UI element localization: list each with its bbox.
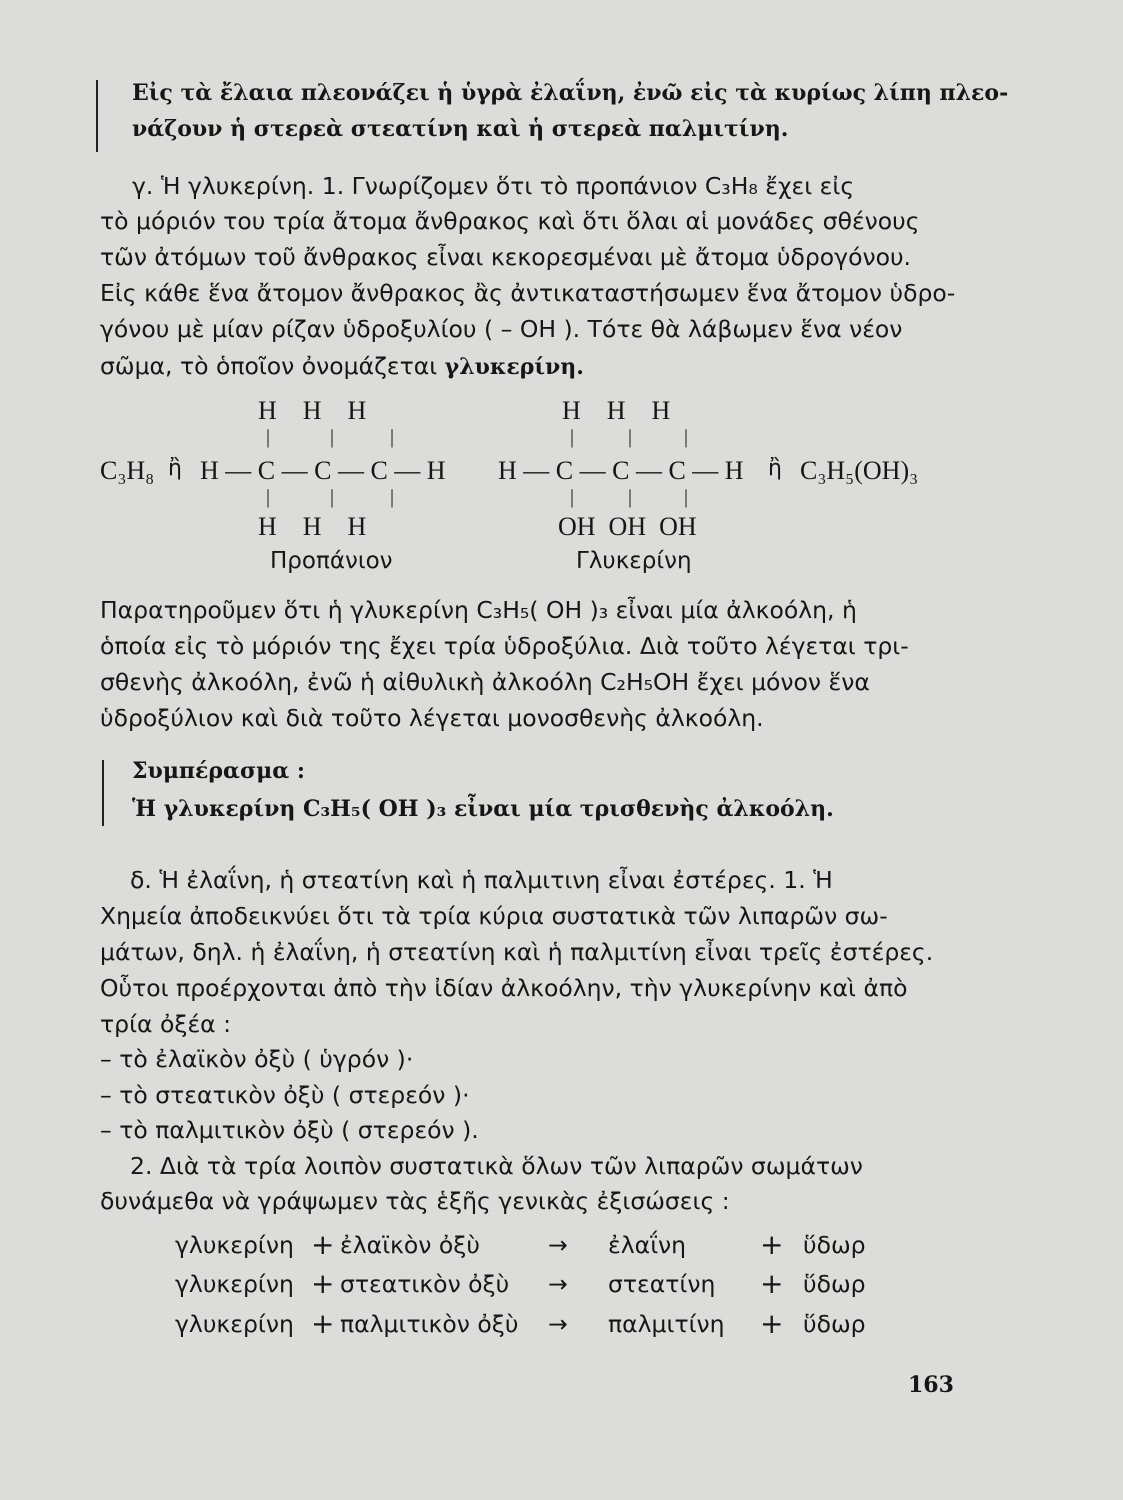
observation-line-2: ὁποία εἰς τὸ μόριόν της ἔχει τρία ὑδροξύλια. Διὰ τοῦτο λέγεται τρι- — [100, 632, 909, 660]
section-d-line-10: δυνάμεθα νὰ γράψωμεν τὰς ἑξῆς γενικὰς ἐξισώσεις : — [100, 1187, 730, 1215]
section-g-line-4: Εἰς κάθε ἕνα ἄτομον ἄνθρακος ἂς ἀντικαταστήσωμεν ἕνα ἄτομον ὑδρο- — [100, 279, 956, 307]
eq2-plus2: + — [760, 1267, 784, 1300]
eq1-product: ἐλαΐνη — [608, 1231, 687, 1259]
glycerin-bond-4: | — [570, 486, 575, 508]
acid-item-2: – τὸ στεατικὸν ὀξὺ ( στερεόν )· — [100, 1081, 470, 1109]
observation-line-3: σθενὴς ἀλκοόλη, ἐνῶ ἡ αἰθυλικὴ ἀλκοόλη C₂H₅OH ἔχει μόνον ἕνα — [100, 668, 870, 696]
section-d-line-1: δ. Ἡ ἐλαΐνη, ἡ στεατίνη καὶ ἡ παλμιτινη εἶναι ἐστέρες. 1. Ἡ — [130, 866, 833, 894]
propane-top-h: H H H — [258, 396, 367, 425]
glycerin-bond-6: | — [684, 486, 689, 508]
eq1-arrow: → — [548, 1231, 568, 1259]
eq3-plus1: + — [311, 1307, 335, 1340]
eq2-plus1: + — [311, 1267, 335, 1300]
section-g-line-3: τῶν ἀτόμων τοῦ ἄνθρακος εἶναι κεκορεσμέναι μὲ ἄτομα ὑδρογόνου. — [100, 243, 912, 271]
eq1-reactant1: γλυκερίνη — [175, 1231, 294, 1259]
top-note-line-2: νάζουν ἡ στερεὰ στεατίνη καὶ ἡ στερεὰ παλμιτίνη. — [132, 116, 789, 142]
or-2: ἢ — [768, 456, 782, 481]
propane-bond-4: | — [266, 486, 271, 508]
glycerin-bond-3: | — [684, 426, 689, 448]
eq1-reactant2: ἐλαϊκὸν ὀξὺ — [340, 1231, 480, 1259]
propane-bond-6: | — [390, 486, 395, 508]
propane-bottom-h: H H H — [258, 512, 367, 541]
propane-label: Προπάνιον — [270, 548, 393, 574]
glycerin-top-h: H H H — [562, 396, 671, 425]
section-g-line-6 — [100, 352, 584, 380]
propane-bond-2: | — [330, 426, 335, 448]
eq2-reactant1: γλυκερίνη — [175, 1270, 294, 1298]
margin-bar-conclusion — [102, 760, 104, 826]
propane-bond-1: | — [266, 426, 271, 448]
section-g-line-1: γ. Ἡ γλυκερίνη. 1. Γνωρίζομεν ὅτι τὸ προπάνιον C₃H₈ ἔχει εἰς — [132, 172, 855, 200]
section-d-line-9: 2. Διὰ τὰ τρία λοιπὸν συστατικὰ ὅλων τῶν λιπαρῶν σωμάτων — [130, 1152, 863, 1180]
glycerin-term: γλυκερίνη. — [444, 354, 584, 380]
eq1-plus2: + — [760, 1228, 784, 1261]
propane-bond-5: | — [330, 486, 335, 508]
section-g-line-6-text: σῶμα, τὸ ὁποῖον ὀνομάζεται — [100, 352, 438, 380]
acid-item-3: – τὸ παλμιτικὸν ὀξὺ ( στερεόν ). — [100, 1116, 479, 1144]
section-d-line-4: Οὗτοι προέρχονται ἀπὸ τὴν ἰδίαν ἀλκοόλην, τὴν γλυκερίνην καὶ ἀπὸ — [100, 974, 908, 1002]
acid-item-1: – τὸ ἐλαϊκὸν ὀξὺ ( ὑγρόν )· — [100, 1045, 414, 1073]
observation-line-1: Παρατηροῦμεν ὅτι ἡ γλυκερίνη C₃H₅( OH )₃ εἶναι μία ἀλκοόλη, ἡ — [100, 596, 857, 624]
conclusion-text: Ἡ γλυκερίνη C₃H₅( OH )₃ εἶναι μία τρισθενὴς ἀλκοόλη. — [132, 796, 834, 822]
eq3-reactant1: γλυκερίνη — [175, 1310, 294, 1338]
section-d-line-3: μάτων, δηλ. ἡ ἐλαΐνη, ἡ στεατίνη καὶ ἡ παλμιτίνη εἶναι τρεῖς ἐστέρες. — [100, 938, 934, 966]
eq3-product: παλμιτίνη — [608, 1310, 725, 1338]
propane-chain: H — C — C — C — H — [200, 456, 446, 485]
glycerin-bond-2: | — [628, 426, 633, 448]
eq3-water: ὕδωρ — [803, 1310, 866, 1338]
section-d-line-5: τρία ὀξέα : — [100, 1010, 232, 1038]
glycerin-bottom-oh: OH OH OH — [558, 512, 697, 541]
section-g-line-5: γόνου μὲ μίαν ρίζαν ὑδροξυλίου ( – OH ). Τότε θὰ λάβωμεν ἕνα νέον — [100, 315, 903, 343]
eq3-reactant2: παλμιτικὸν ὀξὺ — [340, 1310, 519, 1338]
page-number: 163 — [908, 1372, 954, 1398]
eq1-plus1: + — [311, 1228, 335, 1261]
or-1: ἢ — [168, 456, 182, 481]
glycerin-chain: H — C — C — C — H — [498, 456, 744, 485]
conclusion-title: Συμπέρασμα : — [132, 758, 305, 784]
glycerin-label: Γλυκερίνη — [576, 548, 692, 574]
top-note-line-1: Εἰς τὰ ἔλαια πλεονάζει ἡ ὑγρὰ ἐλαΐνη, ἐνῶ εἰς τὰ κυρίως λίπη πλεο- — [132, 80, 1009, 106]
observation-line-4: ὑδροξύλιον καὶ διὰ τοῦτο λέγεται μονοσθενὴς ἀλκοόλη. — [100, 704, 764, 732]
glycerin-formula: C₃H₅(OH)₃ — [800, 456, 919, 485]
eq2-arrow: → — [548, 1270, 568, 1298]
margin-bar-top — [96, 80, 98, 152]
propane-formula: C₃H₈ — [100, 456, 155, 485]
eq2-reactant2: στεατικὸν ὀξὺ — [340, 1270, 510, 1298]
eq1-water: ὕδωρ — [803, 1231, 866, 1259]
eq2-water: ὕδωρ — [803, 1270, 866, 1298]
glycerin-bond-1: | — [570, 426, 575, 448]
glycerin-bond-5: | — [628, 486, 633, 508]
eq2-product: στεατίνη — [608, 1270, 716, 1298]
eq3-plus2: + — [760, 1307, 784, 1340]
section-g-line-2: τὸ μόριόν του τρία ἄτομα ἄνθρακος καὶ ὅτι ὅλαι αἱ μονάδες σθένους — [100, 207, 920, 235]
section-d-line-2: Χημεία ἀποδεικνύει ὅτι τὰ τρία κύρια συστατικὰ τῶν λιπαρῶν σω- — [100, 902, 888, 930]
eq3-arrow: → — [548, 1310, 568, 1338]
propane-bond-3: | — [390, 426, 395, 448]
